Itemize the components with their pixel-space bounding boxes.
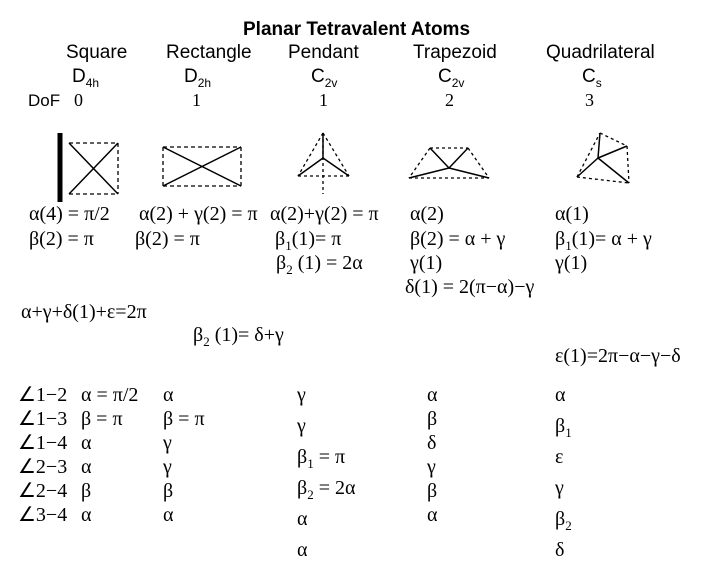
table-cell: ε [555, 446, 564, 468]
angles-quadrilateral [555, 383, 572, 569]
angles-rectangle [163, 383, 205, 527]
table-cell: β [81, 480, 92, 502]
table-cell: β = π [81, 408, 123, 430]
table-cell: α [555, 384, 566, 406]
table-cell: α [81, 456, 92, 478]
diagram-title: Planar Tetravalent Atoms [243, 19, 471, 40]
table-cell: β [427, 408, 438, 430]
column-name-quadrilateral: Quadrilateral [546, 42, 655, 63]
angles-pendant [297, 383, 355, 569]
table-cell: $\beta_2$ [555, 508, 572, 533]
column-name-pendant: Pendant [288, 42, 359, 63]
rectangle-eq-1: α(2) + γ(2) = π [139, 203, 258, 225]
trapezoid-eq-2: β(2) = α + γ [410, 228, 506, 250]
square-eq-1: α(4) = π/2 [29, 203, 110, 225]
quad-eq-3: γ(1) [555, 252, 588, 274]
table-cell: γ [297, 415, 306, 437]
rectangle-diagram [163, 147, 241, 186]
trapezoid-eq-3: γ(1) [410, 252, 443, 274]
symmetry-quadrilateral: $C_s$ [582, 66, 602, 90]
quad-eq-1: α(1) [555, 203, 589, 225]
pendant-eq-2: $\beta_1(1)= \pi$ [275, 228, 342, 253]
angles-trapezoid [427, 383, 437, 527]
table-cell: γ [163, 456, 172, 478]
column-name-square: Square [66, 42, 128, 63]
table-cell: α [297, 539, 308, 561]
table-cell: α [297, 508, 308, 530]
table-cell: α [163, 384, 174, 406]
table-cell: γ [297, 384, 306, 406]
column-name-rectangle: Rectangle [166, 42, 252, 63]
symmetry-trapezoid: $C_{2v}$ [438, 66, 465, 90]
table-cell: α [81, 432, 92, 454]
square-eq-2: β(2) = π [29, 228, 94, 250]
angle-label: ∠2−4 [18, 480, 68, 502]
dof-pendant: 1 [319, 90, 328, 110]
angle-label: ∠1−4 [18, 432, 68, 454]
table-cell: γ [163, 432, 172, 454]
table-cell: γ [427, 456, 436, 478]
table-cell: α [163, 504, 174, 526]
table-cell: β [163, 480, 174, 502]
angle-label: ∠1−2 [18, 384, 68, 406]
column-name-trapezoid: Trapezoid [413, 42, 497, 63]
trapezoid-eq-1: α(2) [410, 203, 444, 225]
dof-trapezoid: 2 [445, 90, 454, 110]
symmetry-square: $D_{4h}$ [72, 66, 100, 90]
table-cell: γ [555, 477, 564, 499]
dof-label: DoF [28, 91, 61, 110]
rectangle-eq-2: β(2) = π [135, 228, 200, 250]
quadrilateral-diagram [577, 133, 629, 183]
symmetry-pendant: $C_{2v}$ [311, 66, 338, 90]
pendant-eq-1: α(2)+γ(2) = π [270, 203, 379, 225]
quad-extra-equation: ε(1)=2π−α−γ−δ [555, 345, 681, 367]
dof-rectangle: 1 [192, 90, 201, 110]
quad-eq-2: $\beta_1(1)= \alpha + \gamma$ [555, 228, 652, 253]
table-cell: β = π [163, 408, 205, 430]
table-cell: $\beta_2 = 2\alpha$ [297, 477, 356, 502]
table-cell: β [427, 480, 438, 502]
pendant-extra-equation: $\beta_2$ (1)= δ+γ [193, 324, 284, 349]
angle-labels [18, 383, 67, 527]
angle-label: ∠2−3 [18, 456, 68, 478]
pendant-diagram [298, 133, 349, 194]
dof-quadrilateral: 3 [585, 90, 594, 110]
angles-square [81, 383, 138, 527]
table-cell: δ [427, 432, 437, 454]
trapezoid-diagram [409, 148, 489, 178]
trapezoid-eq-4: δ(1) = 2(π−α)−γ [405, 276, 535, 298]
pendant-eq-3: $\beta_2$ (1) = 2α [276, 252, 363, 277]
angle-label: ∠1−3 [18, 408, 68, 430]
table-cell: α = π/2 [81, 384, 139, 406]
table-cell: α [81, 504, 92, 526]
sum-equation: α+γ+δ(1)+ε=2π [21, 301, 147, 323]
dof-square: 0 [74, 90, 83, 110]
table-cell: δ [555, 539, 565, 561]
angle-label: ∠3−4 [18, 504, 68, 526]
table-cell: $\beta_1 = \pi$ [297, 446, 346, 471]
table-cell: $\beta_1$ [555, 415, 572, 440]
square-diagram [60, 133, 118, 202]
symmetry-rectangle: $D_{2h}$ [184, 66, 212, 90]
table-cell: α [427, 384, 438, 406]
table-cell: α [427, 504, 438, 526]
